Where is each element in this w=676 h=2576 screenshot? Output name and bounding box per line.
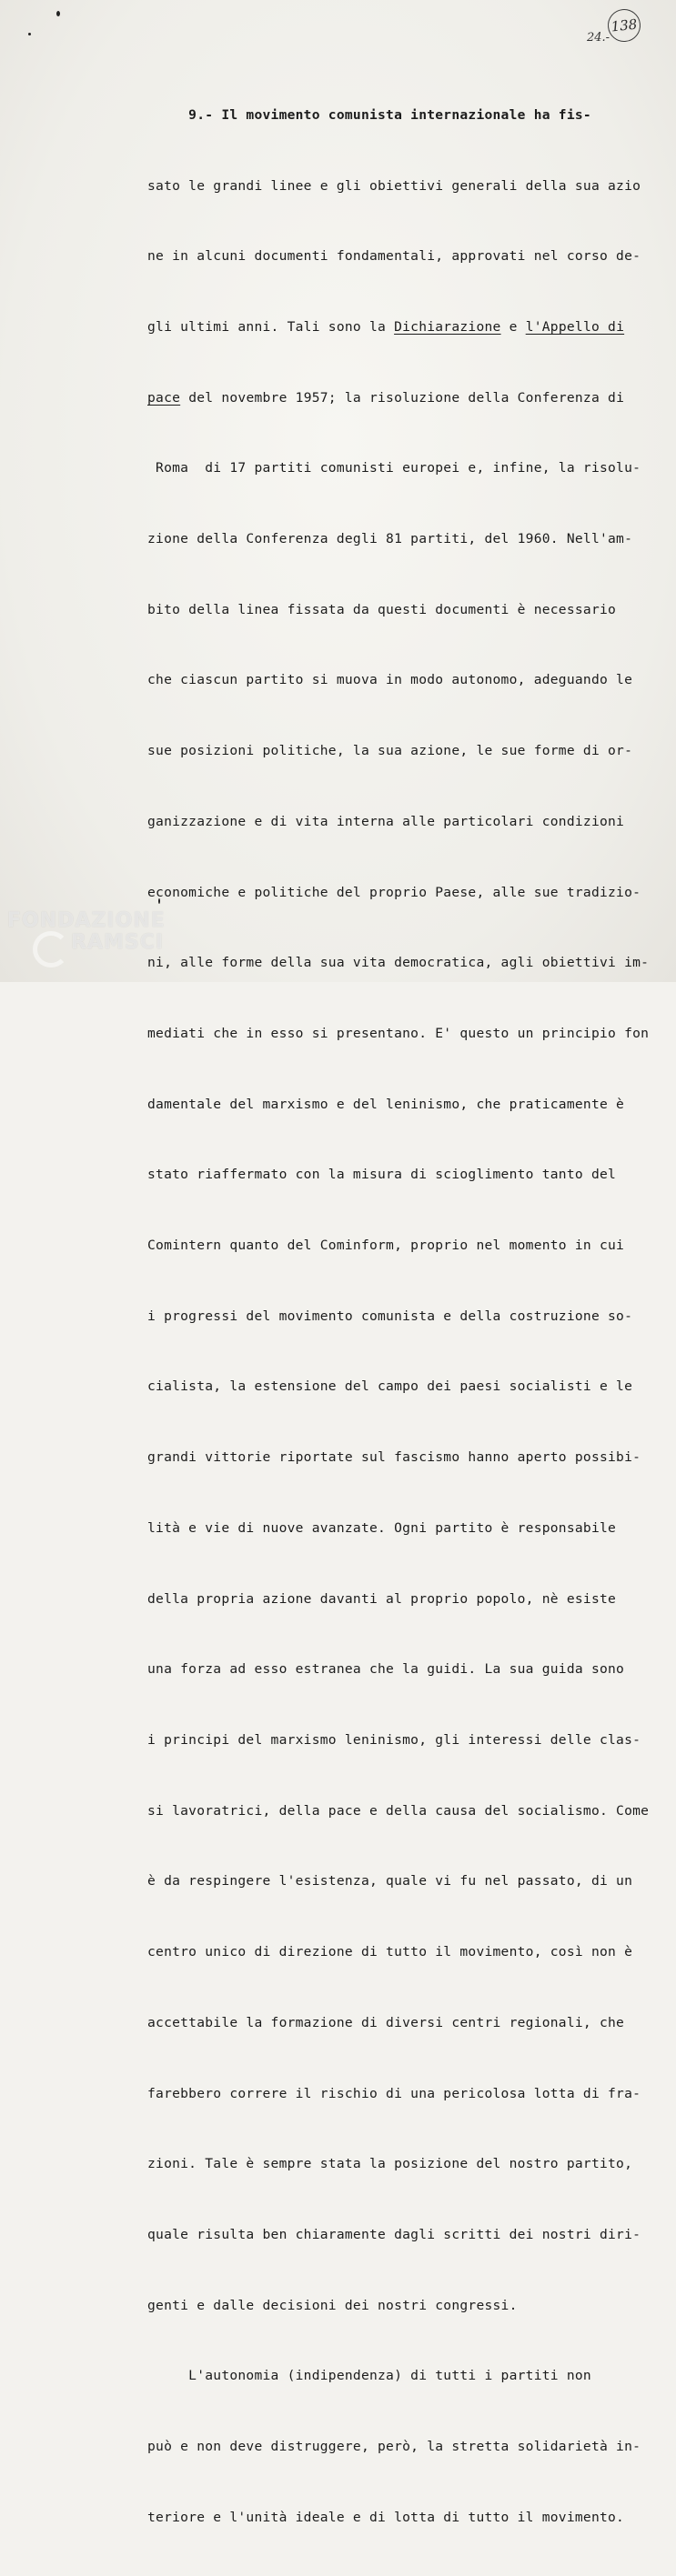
text-line: gli ultimi anni. Tali sono la Dichiarazione e l'Appello di [147,318,625,335]
text-line: grandi vittorie riportate sul fascismo hanno aperto possibi- [147,1449,641,1466]
text-line: sue posizioni politiche, la sua azione, le sue forme di or- [147,743,633,759]
archive-watermark [7,909,189,966]
text-line: è da respingere l'esistenza, quale vi fu nel passato, di un [147,1873,633,1889]
text-line: ni, alle forme della sua vita democratica, agli obiettivi im- [147,955,650,971]
watermark-line-1: FONDAZIONE [7,909,166,932]
text-line: pace del novembre 1957; la risoluzione della Conferenza di [147,389,625,406]
text-line: zioni. Tale è sempre stata la posizione del nostro partito, [147,2156,633,2172]
text-line: sato le grandi linee e gli obiettivi generali della sua azio [147,177,641,194]
ink-speck [56,11,60,16]
text-line: teriore e l'unità ideale e di lotta di tutto il movimento. [147,2509,625,2525]
underlined-title: pace [147,389,181,406]
text-line: quale risulta ben chiaramente dagli scritti dei nostri diri- [147,2226,641,2242]
text-line: Roma di 17 partiti comunisti europei e, infine, la risolu- [147,460,641,476]
text-line: farebbero correre il rischio di una pericolosa lotta di fra- [147,2085,641,2101]
text-line: centro unico di direzione di tutto il movimento, così non è [147,1944,633,1960]
text-line: lità e vie di nuove avanzate. Ogni partito è responsabile [147,1519,617,1536]
folio-annotation [587,15,641,53]
watermark-line-2: RAMSCI [71,931,165,954]
typed-page-number: 24.- [587,31,610,45]
text-line: L'autonomia (indipendenza) di tutti i partiti non [147,2368,591,2384]
text-line: si lavoratrici, della pace e della causa del socialismo. Come [147,1802,650,1819]
text-line: economiche e politiche del proprio Paese, alle sue tradizio- [147,884,641,900]
text-line: i principi del marxismo leninismo, gli interessi delle clas- [147,1731,641,1748]
text-line: ganizzazione e di vita interna alle particolari condizioni [147,813,625,829]
underlined-title: Dichiarazione [394,318,501,335]
text-line: zione della Conferenza degli 81 partiti, del 1960. Nell'am- [147,531,633,547]
text-line: ne in alcuni documenti fondamentali, approvati nel corso de- [147,248,641,265]
text-line: genti e dalle decisioni dei nostri congressi. [147,2297,518,2313]
text-line: damentale del marxismo e del leninismo, che praticamente è [147,1096,625,1112]
text-line: che ciascun partito si muova in modo autonomo, adeguando le [147,672,633,688]
text-line: della propria azione davanti al proprio popolo, nè esiste [147,1590,617,1607]
text-line: può e non deve distruggere, però, la stretta solidarietà in- [147,2439,641,2455]
text-line: i progressi del movimento comunista e della costruzione so- [147,1308,633,1324]
text-line: 9.- Il movimento comunista internazionale ha fis- [147,106,591,123]
watermark-logo-icon [33,931,69,967]
text-line: cialista, la estensione del campo dei paesi socialisti e le [147,1378,633,1395]
text-line: una forza ad esso estranea che la guidi. La sua guida sono [147,1661,625,1678]
underlined-title: l'Appello di [525,318,625,335]
text-line: Comintern quanto del Cominform, proprio nel momento in cui [147,1238,625,1254]
text-line: accettabile la formazione di diversi centri regionali, che [147,2014,625,2030]
ink-speck [28,33,31,35]
text-line: stato riaffermato con la misura di scioglimento tanto del [147,1167,617,1183]
archive-stamp-number: 138 [606,7,642,44]
body-text [147,56,650,2576]
text-line: mediati che in esso si presentano. E' questo un principio fon [147,1025,650,1041]
text-line: bito della linea fissata da questi documenti è necessario [147,601,617,617]
